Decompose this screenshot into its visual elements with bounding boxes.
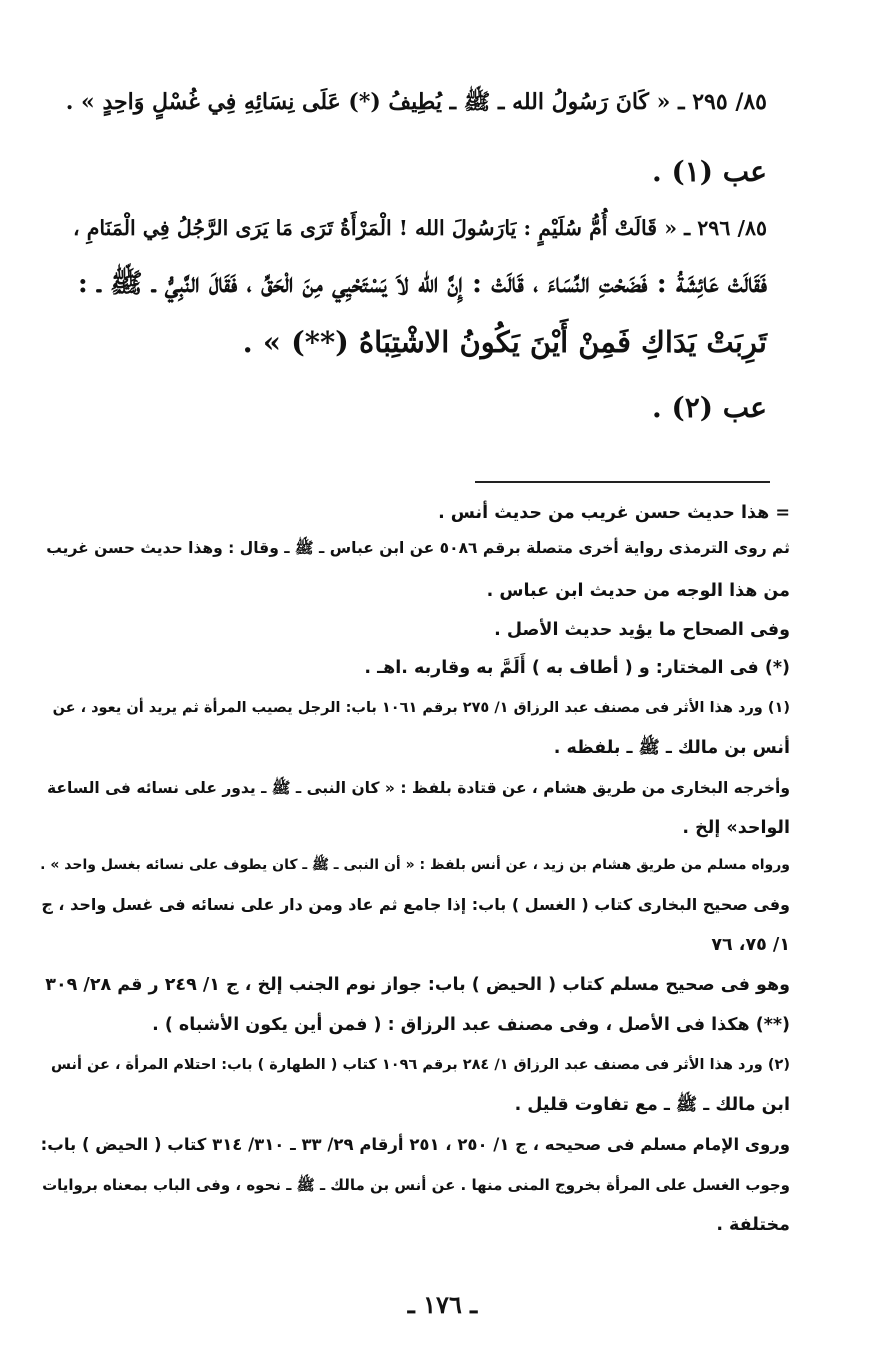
footnote-line: وأخرجه البخارى من طريق هشام ، عن قتادة بلفظ : « كان النبى ـ ﷺ ـ يدور على نسائه فى الساعة — [46, 779, 790, 797]
hadith-295-text: ٨٥/ ٢٩٥ ـ « كَانَ رَسُولُ الله ـ ﷺ ـ يُطِيفُ (*) عَلَى نِسَائِهِ فِي غُسْلٍ وَاحِدٍ » . — [65, 89, 767, 115]
footnote-line: ١/ ٧٥، ٧٦ — [711, 935, 790, 955]
hadith-296-line-3: تَرِبَتْ يَدَاكِ فَمِنْ أَيْنَ يَكُونُ الاشْتِبَاهُ (**) » . — [242, 325, 767, 359]
footnote-line: أنس بن مالك ـ ﷺ ـ بلفظه . — [553, 738, 790, 758]
footnote-line: مختلفة . — [716, 1215, 790, 1235]
hadith-296-reference: عب (٢) . — [652, 391, 767, 424]
footnote-line: (٢) ورد هذا الأثر فى مصنف عبد الرزاق ١/ ٢٨٤ برقم ١٠٩٦ كتاب ( الطهارة ) باب: احتلام المرأة ، عن أنس — [51, 1057, 790, 1073]
hadith-296-line-2: فَقَالَتْ عَائِشَةُ : فَضَحْتِ النِّسَاءَ ، قَالَتْ : إِنَّ الله لاَ يَسْتَحْيِي مِنَ الْحَقِّ ، فَقَالَ النَّبِيُّ ـ ﷺ ـ : — [77, 268, 767, 299]
footnote-line: من هذا الوجه من حديث ابن عباس . — [486, 581, 790, 601]
footnote-divider — [475, 481, 770, 483]
hadith-295-reference: عب (١) . — [652, 155, 767, 188]
footnote-line: وجوب الغسل على المرأة بخروج المنى منها . عن أنس بن مالك ـ ﷺ ـ نحوه ، وفى الباب بمعناه بروايات — [42, 1176, 790, 1194]
footnote-line: (*) فى المختار: و ( أطاف به ) أَلَمَّ به وقاربه .اهـ . — [364, 658, 790, 678]
footnote-line: وهو فى صحيح مسلم كتاب ( الحيض ) باب: جواز نوم الجنب إلخ ، ج ١/ ٢٤٩ ر قم ٢٨/ ٣٠٩ — [45, 975, 790, 995]
footnote-line: = هذا حديث حسن غريب من حديث أنس . — [438, 503, 790, 523]
footnote-line: ورواه مسلم من طريق هشام بن زيد ، عن أنس بلفظ : « أن النبى ـ ﷺ ـ كان يطوف على نسائه بغسل واحد » . — [40, 857, 790, 873]
footnote-line: وروى الإمام مسلم فى صحيحه ، ج ١/ ٢٥٠ ، ٢٥١ أرقام ٢٩/ ٣٣ ـ ٣١٠/ ٣١٤ كتاب ( الحيض ) باب: — [40, 1135, 790, 1154]
footnote-line: ابن مالك ـ ﷺ ـ مع تفاوت قليل . — [514, 1095, 790, 1115]
footnote-line: (١) ورد هذا الأثر فى مصنف عبد الرزاق ١/ ٢٧٥ برقم ١٠٦١ باب: الرجل يصيب المرأة ثم يريد أن يعود ، عن — [52, 700, 790, 716]
hadith-296-line-1: ٨٥/ ٢٩٦ ـ « قَالَتْ أُمُّ سُلَيْمٍ : يَارَسُولَ الله ! الْمَرْأَةُ تَرَى مَا يَرَى الرَّجُلُ فِي الْمَنَامِ ، — [72, 216, 767, 240]
page-number: ـ ١٧٦ ـ — [407, 1290, 478, 1319]
footnote-line: (**) هكذا فى الأصل ، وفى مصنف عبد الرزاق : ( فمن أين يكون الأشباه ) . — [152, 1015, 790, 1035]
footnote-line: الواحد» إلخ . — [682, 818, 790, 838]
footnote-line: وفى الصحاح ما يؤيد حديث الأصل . — [494, 620, 790, 640]
footnote-line: وفى صحيح البخارى كتاب ( الغسل ) باب: إذا جامع ثم عاد ومن دار على نسائه فى غسل واحد ، ج — [41, 895, 790, 914]
footnote-line: ثم روى الترمذى رواية أخرى متصلة برقم ٥٠٨٦ عن ابن عباس ـ ﷺ ـ وقال : وهذا حديث حسن غريب — [46, 539, 790, 557]
